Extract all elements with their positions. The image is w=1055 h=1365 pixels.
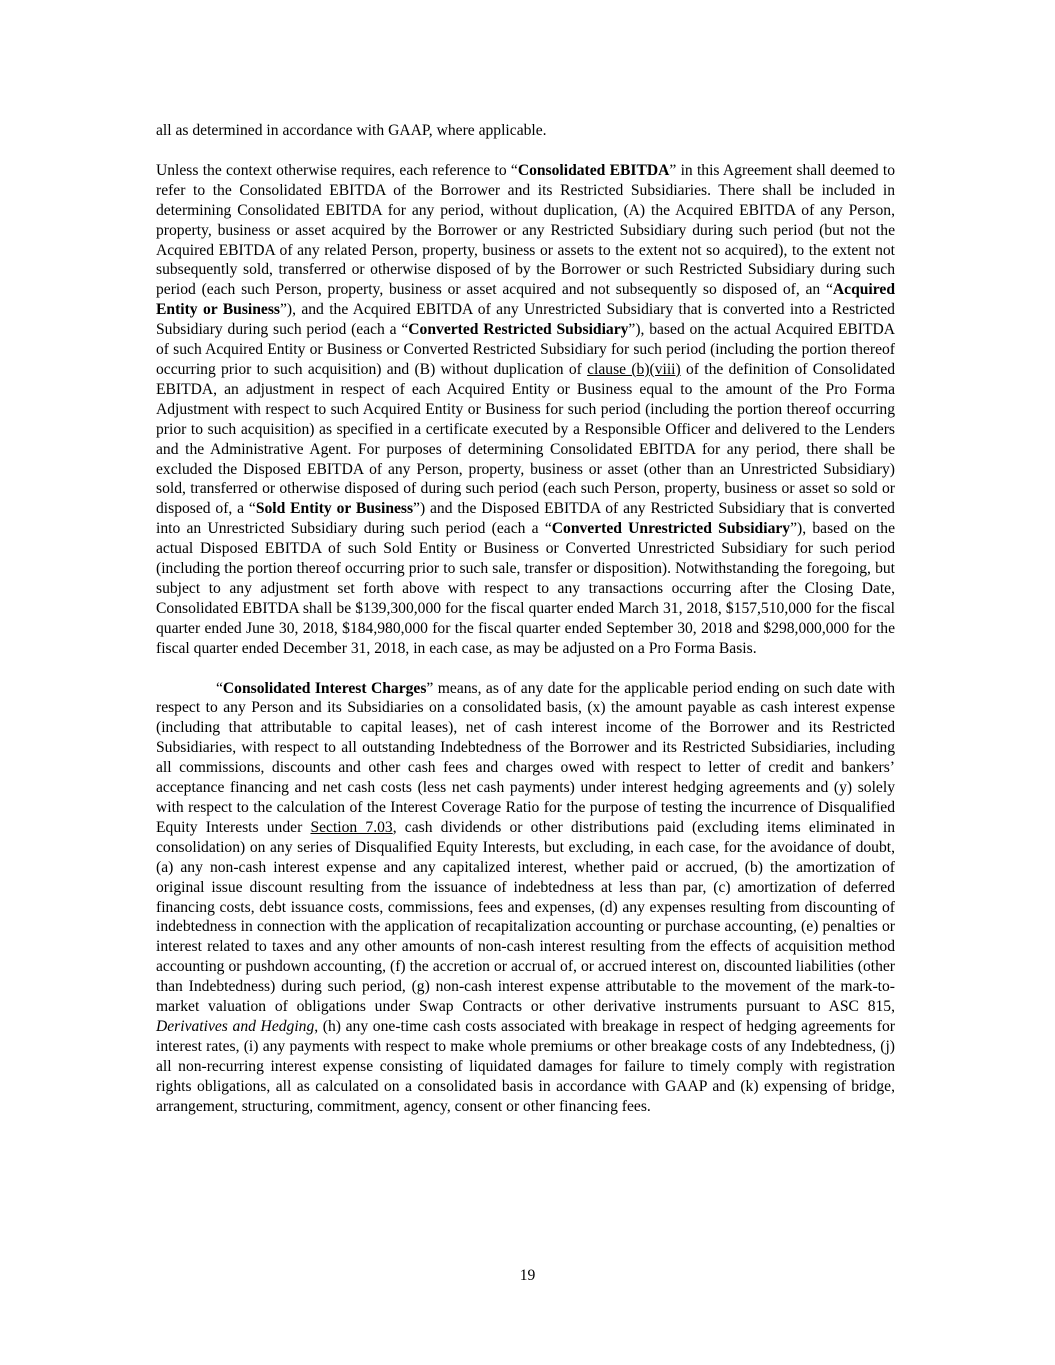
text-run: Unless the context otherwise requires, each reference to “	[156, 161, 518, 179]
text-run: ” means, as of any date for the applicable period ending on such date with respect to any Person and its Subsidiaries on a consolidated basis, (x) the amount payable as cash interest expense (including that attributable to capital leases), net of cash interest income of the Borrower and its Restricted Subsidiaries, with respect to all outstanding Indebtedness of the Borrower and its Restricted Subsidiaries, including all commissions, discounts and other cash fees and charges owed with respect to letter of credit and bankers’ acceptance financing and net cash costs (less net cash payments) under interest hedging agreements and (y) solely with respect to the calculation of the Interest Coverage Ratio for the purpose of testing the incurrence of Disqualified Equity Interests under	[156, 679, 895, 836]
consolidated-ebitda-paragraph	[156, 161, 895, 659]
page-number: 19	[519, 1267, 536, 1284]
document-body	[156, 121, 895, 1117]
text-run: ”), based on the actual Disposed EBITDA of such Sold Entity or Business or Converted Unrestricted Subsidiary for such period (including the portion thereof occurring prior to such sale, transfer or disposition). Notwithstanding the foregoing, but subject to any adjustment set forth above with respect to any transactions occurring after the Closing Date, Consolidated EBITDA shall be $139,300,000 for the fiscal quarter ended March 31, 2018, $157,510,000 for the fiscal quarter ended June 30, 2018, $184,980,000 for the fiscal quarter ended September 30, 2018 and $298,000,000 for the fiscal quarter ended December 31, 2018, in each case, as may be adjusted on a Pro Forma Basis.	[156, 520, 896, 657]
text-run: , cash dividends or other distributions paid (excluding items eliminated in consolidation) on any series of Disqualified Equity Interests, but excluding, in each case, for the avoidance of doubt, (a) any non-cash interest expense and any capitalized interest, whether paid or accrued, (b) the amortization of original issue discount resulting from the issuance of indebtedness at less than par, (c) amortization of deferred financing costs, debt issuance costs, commissions, fees and expenses, (d) any expenses resulting from discounting of indebtedness in connection with the application of recapitalization accounting or purchase accounting, (e) penalties or interest related to taxes and any other amounts of non-cash interest resulting from the effects of acquisition method accounting or pushdown accounting, (f) the accretion or accrual of, or accrued interest on, discounted liabilities (other than Indebtedness) during such period, (g) non-cash interest expense attributable to the movement of the mark-to-market valuation of obligations under Swap Contracts or other derivative instruments pursuant to ASC 815,	[156, 818, 896, 1016]
text-run: ”), based on the actual Acquired EBITDA of such Acquired Entity or Business or Converted Restricted Subsidiary for such period (including the portion thereof occurring prior to such acquisition) and (B) without duplication of	[156, 321, 895, 378]
text-run: ”), and the Acquired EBITDA of any Unrestricted Subsidiary that is converted into a Restricted Subsidiary during such period (each a “	[156, 301, 895, 339]
defined-term-consolidated-ebitda: Consolidated EBITDA	[517, 161, 670, 179]
italic-title-derivatives-and-hedging: Derivatives and Hedging	[156, 1017, 315, 1035]
text-run: of the definition of Consolidated EBITDA, an adjustment in respect of each Acquired Entity or Business equal to the amount of the Pro Forma Adjustment with respect to such Acquired Entity or Business for such period (including the portion thereof occurring prior to such acquisition) as specified in a certificate executed by a Responsible Officer and delivered to the Lenders and the Administrative Agent. For purposes of determining Consolidated EBITDA for any period, there shall be excluded the Disposed EBITDA of any Person, property, business or asset (other than an Unrestricted Subsidiary) sold, transferred or otherwise disposed of during such period (each such Person, property, business or asset so sold or disposed of, a “	[156, 360, 895, 518]
paragraph-spacer	[156, 659, 895, 679]
text-run: “	[216, 679, 223, 697]
defined-term-converted-unrestricted-subsidiary: Converted Unrestricted Subsidiary	[551, 520, 791, 538]
text-run: , (h) any one-time cash costs associated with breakage in respect of hedging agreements for interest rates, (i) any payments with respect to make whole premiums or other breakage costs of any Indebtedness, (j) all non-recurring interest expense consisting of liquidated damages for failure to timely comply with registration rights obligations, all as calculated on a consolidated basis in accordance with GAAP and (k) expensing of bridge, arrangement, structuring, commitment, agency, consent or other financing fees.	[156, 1017, 895, 1115]
cross-reference-clause-b-viii[interactable]: clause (b)(viii)	[587, 360, 681, 378]
defined-term-consolidated-interest-charges: Consolidated Interest Charges	[222, 679, 427, 697]
defined-term-converted-restricted-subsidiary: Converted Restricted Subsidiary	[408, 321, 629, 339]
paragraph-spacer	[156, 141, 895, 161]
text-run: ” in this Agreement shall deemed to refer to the Consolidated EBITDA of the Borrower and its Restricted Subsidiaries. There shall be included in determining Consolidated EBITDA for any period, without duplication, (A) the Acquired EBITDA of any Person, property, business or asset acquired by the Borrower or any Restricted Subsidiary during such period (but not the Acquired EBITDA of any related Person, property, business or assets to the extent not so acquired), to the extent not subsequently sold, transferred or otherwise disposed of by the Borrower or such Restricted Subsidiary during such period (each such Person, property, business or asset acquired and not subsequently so disposed of, an “	[156, 161, 895, 299]
defined-term-sold-entity-or-business: Sold Entity or Business	[255, 500, 414, 518]
gaap-paragraph: all as determined in accordance with GAAP, where applicable.	[156, 122, 547, 139]
defined-term-acquired-entity-or-business: Acquired Entity or Business	[156, 281, 895, 319]
text-run: ”) and the Disposed EBITDA of any Restricted Subsidiary that is converted into an Unrestricted Subsidiary during such period (each a “	[156, 500, 895, 538]
consolidated-interest-charges-paragraph	[156, 679, 895, 1117]
cross-reference-section-7-03[interactable]: Section 7.03	[310, 818, 393, 836]
